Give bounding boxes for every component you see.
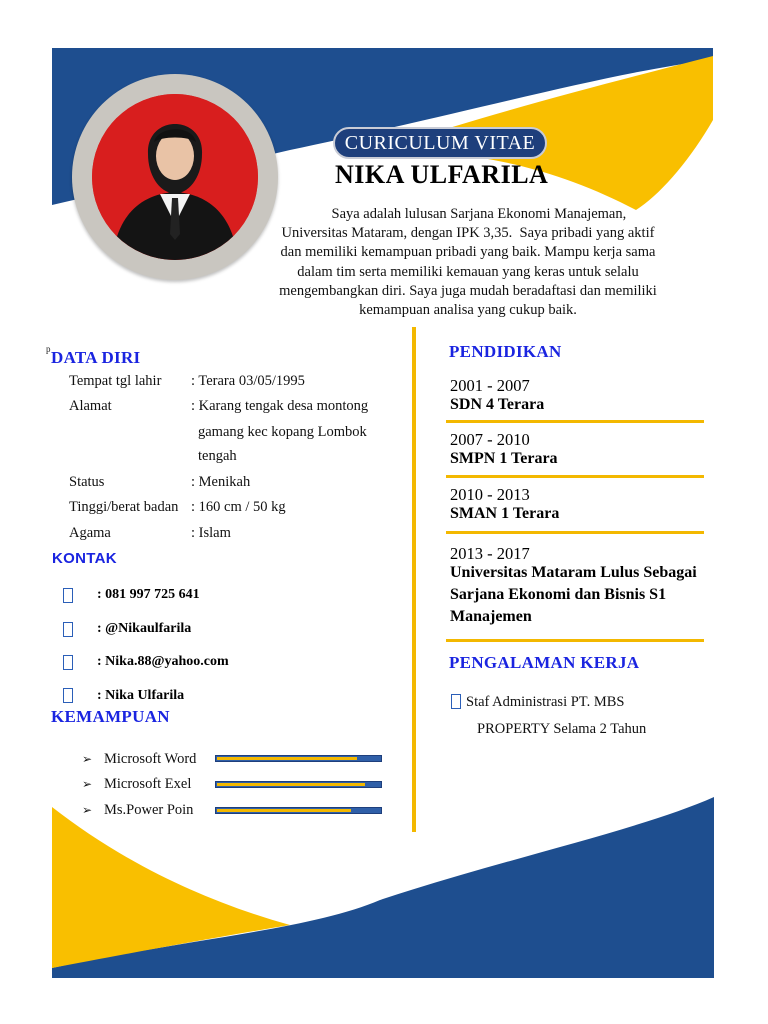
data-value: : Terara 03/05/1995 — [191, 373, 305, 389]
contact-email: : Nika.88@yahoo.com — [97, 654, 229, 669]
data-label: Tinggi/berat badan — [69, 499, 179, 515]
edu-school: SDN 4 Terara — [450, 396, 545, 413]
skill-bar-fill — [217, 757, 357, 760]
summary-line: kemampuan analisa yang cukup baik. — [359, 302, 577, 319]
data-value: : Karang tengak desa montong — [191, 398, 369, 414]
profile-summary — [262, 205, 674, 320]
experience-line: Staf Administrasi PT. MBS — [466, 694, 625, 710]
summary-line: dan memiliki kemampuan pribadi yang baik. Mampu kerja sama — [280, 244, 656, 261]
data-label: Status — [69, 474, 105, 490]
edu-separator — [446, 531, 704, 534]
column-divider — [412, 327, 416, 832]
kemampuan-title: KEMAMPUAN — [51, 707, 170, 726]
phone-icon — [63, 588, 73, 603]
stray-marker: p — [46, 344, 51, 354]
data-value: gamang kec kopang Lombok — [198, 424, 367, 440]
summary-line: mengembangkan diri. Saya juga mudah beradaftasi dan memiliki — [279, 282, 657, 299]
person-silhouette-icon — [92, 94, 258, 260]
data-label: Tempat tgl lahir — [69, 373, 162, 389]
briefcase-icon — [451, 694, 461, 709]
data-label: Agama — [69, 525, 111, 541]
data-value: : Menikah — [191, 474, 251, 490]
edu-school: Universitas Mataram Lulus Sebagai Sarjana Ekonomi dan Bisnis S1 Manajemen — [450, 564, 697, 625]
contact-phone: : 081 997 725 641 — [97, 587, 200, 602]
data-value: tengah — [198, 448, 237, 464]
edu-school: SMPN 1 Terara — [450, 450, 558, 467]
edu-separator — [446, 420, 704, 423]
experience-line: PROPERTY Selama 2 Tahun — [477, 721, 647, 737]
cv-badge: CURICULUM VITAE — [333, 127, 547, 159]
edu-years: 2007 - 2010 — [450, 430, 530, 449]
facebook-icon — [63, 688, 73, 703]
skill-bar-fill — [217, 809, 351, 812]
edu-years: 2001 - 2007 — [450, 376, 530, 395]
edu-school: SMAN 1 Terara — [450, 505, 560, 522]
pendidikan-title: PENDIDIKAN — [449, 342, 562, 361]
edu-separator — [446, 475, 704, 478]
skill-item — [82, 802, 193, 819]
skill-bar — [215, 781, 382, 788]
arrow-bullet-icon: ➢ — [82, 803, 93, 817]
skill-item — [82, 751, 196, 768]
contact-instagram: : @Nikaulfarila — [97, 621, 192, 636]
edu-separator — [446, 639, 704, 642]
edu-years: 2013 - 2017 — [450, 544, 530, 563]
pengalaman-title: PENGALAMAN KERJA — [449, 653, 640, 672]
skill-bar — [215, 755, 382, 762]
instagram-icon — [63, 622, 73, 637]
arrow-bullet-icon: ➢ — [82, 777, 93, 791]
contact-facebook: : Nika Ulfarila — [97, 688, 185, 703]
data-label: Alamat — [69, 398, 112, 414]
data-value: : Islam — [191, 525, 231, 541]
edu-years: 2010 - 2013 — [450, 485, 530, 504]
full-name: NIKA ULFARILA — [335, 160, 549, 189]
email-icon — [63, 655, 73, 670]
summary-line: Saya adalah lulusan Sarjana Ekonomi Manajeman, — [309, 206, 627, 222]
skill-name: Microsoft Exel — [104, 776, 192, 792]
arrow-bullet-icon: ➢ — [82, 752, 93, 766]
profile-photo — [92, 94, 258, 260]
skill-name: Microsoft Word — [104, 751, 197, 767]
summary-line: dalam tim serta memiliki kemauan yang keras untuk selalu — [297, 263, 639, 280]
kontak-title: KONTAK — [52, 550, 117, 567]
skill-bar-fill — [217, 783, 365, 786]
skill-name: Ms.Power Poin — [104, 802, 194, 818]
data-diri-title: DATA DIRI — [51, 348, 141, 367]
summary-line: Universitas Mataram, dengan IPK 3,35. Saya pribadi yang aktif — [281, 225, 655, 242]
data-value: : 160 cm / 50 kg — [191, 499, 286, 515]
skill-bar — [215, 807, 382, 814]
skill-item — [82, 776, 191, 793]
